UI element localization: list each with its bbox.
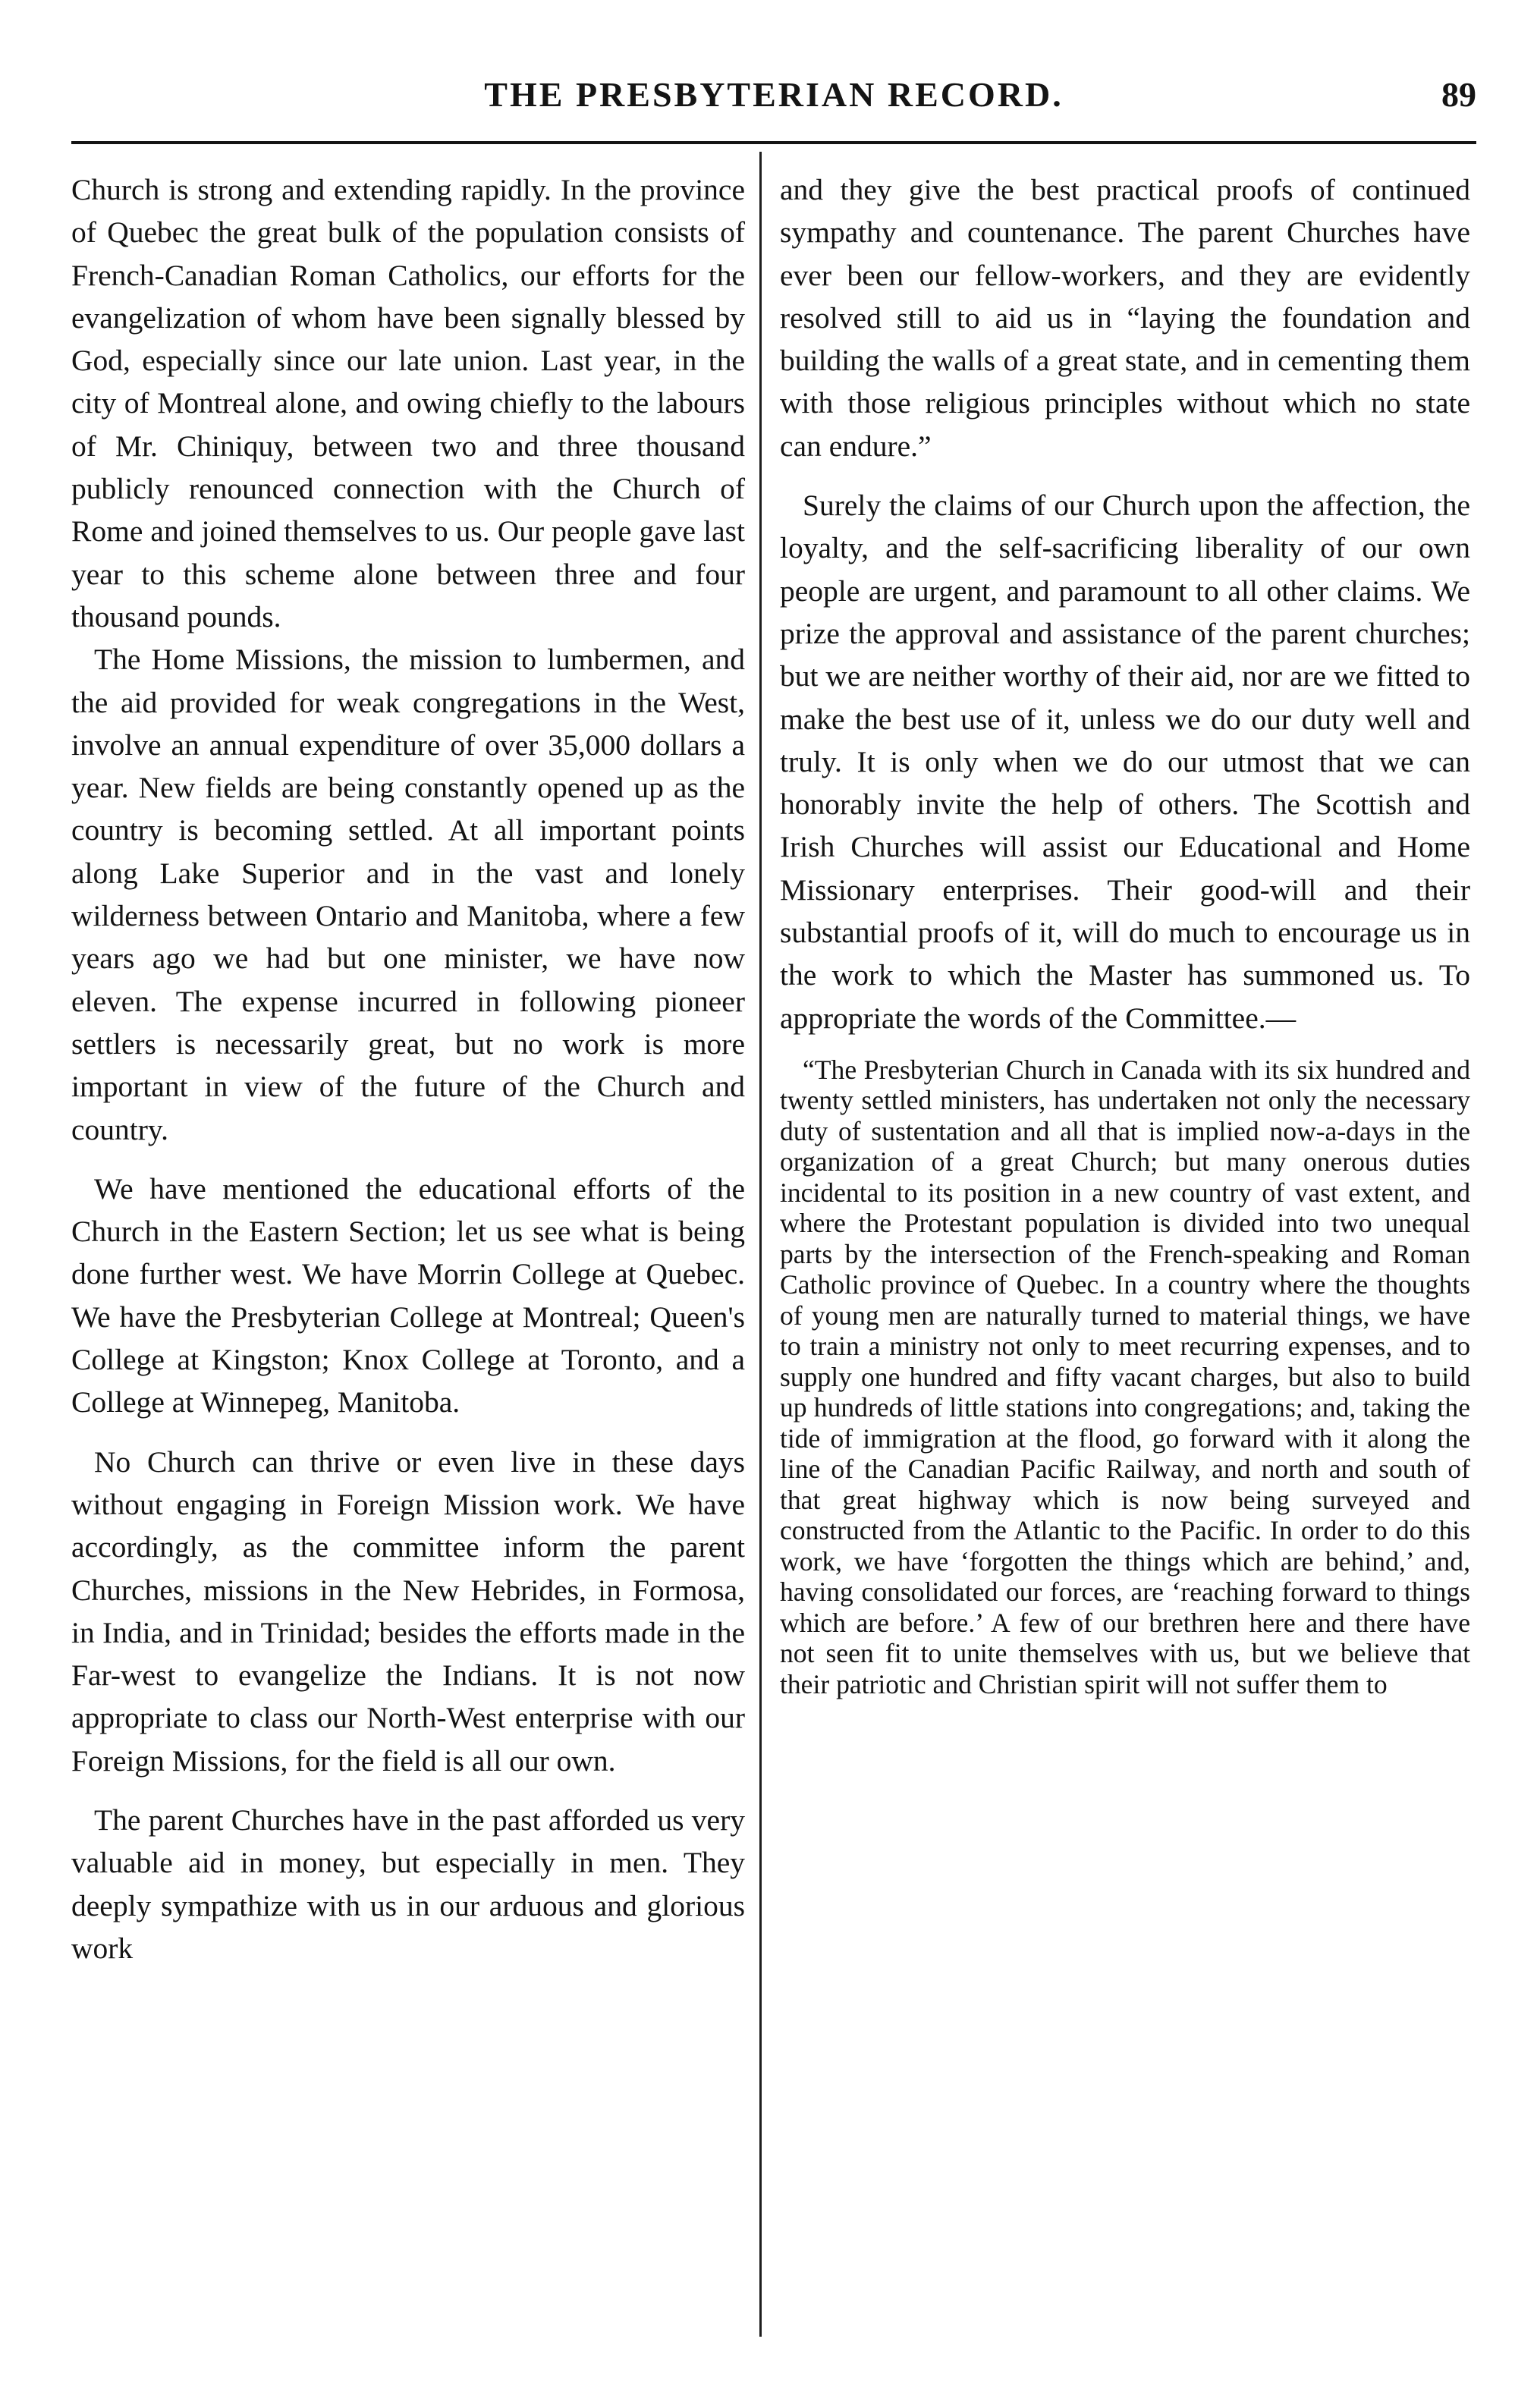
paragraph: The parent Churches have in the past afforded us very valuable aid in money, but especially in men. They deeply sympathize with us in our arduous and glorious work bbox=[71, 1803, 745, 1965]
paragraph: The Home Missions, the mission to lumbermen, and the aid provided for weak congregations in the West, involve an annual expenditure of over 35,000 dollars a year. New fields are being constantly opened up as the country is becoming settled. At all important points along Lake Superior and in the vast and lonely wilderness between Ontario and Manitoba, where a few years ago we had but one minister, we have now eleven. The expense incurred in following pioneer settlers is necessarily great, but no work is more important in view of the future of the Church and country. bbox=[71, 643, 745, 1146]
paragraph: Surely the claims of our Church upon the affection, the loyalty, and the self-sacrificing liberality of our own people are urgent, and paramount to all other claims. We prize the approval and assistance of the parent churches; but we are neither worthy of their aid, nor are we fitted to make the best use of it, unless we do our duty well and truly. It is only when we do our utmost that we can honorably invite the help of others. The Scottish and Irish Churches will assist our Educational and Home Missionary enterprises. Their good-will and their substantial proofs of it, will do much to encourage us in the work to which the Master has summoned us. To appropriate the words of the Committee.— bbox=[780, 489, 1470, 1035]
header-rule bbox=[71, 141, 1476, 144]
left-column bbox=[71, 168, 745, 1969]
paragraph: No Church can thrive or even live in these days without engaging in Foreign Mission work. We have accordingly, as the committee inform the parent Churches, missions in the New Hebrides, in Formosa, in India, and in Trinidad; besides the efforts made in the Far-west to evangelize the Indians. It is not now appropriate to class our North-West enterprise with our Foreign Missions, for the field is all our own. bbox=[71, 1444, 745, 1778]
running-title: THE PRESBYTERIAN RECORD. bbox=[484, 75, 1064, 114]
page-header bbox=[71, 70, 1476, 130]
paragraph: We have mentioned the educational efforts of the Church in the Eastern Section; let us see what is being done further west. We have Morrin College at Quebec. We have the Presbyterian College at Montreal; Queen's College at Kingston; Knox College at Toronto, and a College at Winnepeg, Manitoba. bbox=[71, 1171, 745, 1419]
paragraph: Church is strong and extending rapidly. In the province of Quebec the great bulk of the population consists of French-Canadian Roman Catholics, our efforts for the evangelization of whom have been signally blessed by God, especially since our late union. Last year, in the city of Montreal alone, and owing chiefly to the labours of Mr. Chiniquy, between two and three thousand publicly renounced connection with the Church of Rome and joined themselves to us. Our people gave last year to this scheme alone between three and four thousand pounds. bbox=[71, 173, 745, 633]
page-number: 89 bbox=[1441, 75, 1476, 114]
paragraph: and they give the best practical proofs of continued sympathy and countenance. The parent Churches have ever been our fellow-workers, and they are evidently resolved still to aid us in “laying the foundation and building the walls of a great state, and in cementing them with those religious principles without which no state can endure.” bbox=[780, 173, 1470, 463]
column-divider bbox=[759, 152, 762, 2337]
right-column bbox=[780, 168, 1470, 1699]
quoted-paragraph: “The Presbyterian Church in Canada with its six hundred and twenty settled ministers, has undertaken not only the necessary duty of sustentation and all that is implied now-a-days in the organization of a great Church; but many onerous duties incidental to its position in a new country of vast extent, and where the Protestant population is divided into two unequal parts by the intersection of the French-speaking and Roman Catholic province of Quebec. In a country where the thoughts of young men are naturally turned to material things, we have to train a ministry not only to meet recurring expenses, and to supply one hundred and fifty vacant charges, but also to build up hundreds of little stations into congregations; and, taking the tide of immigration at the flood, go forward with it along the line of the Canadian Pacific Railway, and north and south of that great highway which is now being surveyed and constructed from the Atlantic to the Pacific. In order to do this work, we have ‘forgotten the things which are behind,’ and, having consolidated our forces, are ‘reaching forward to things which are before.’ A few of our brethren here and there have not seen fit to unite themselves with us, but we believe that their patriotic and Christian spirit will not suffer them to bbox=[780, 1054, 1470, 1699]
